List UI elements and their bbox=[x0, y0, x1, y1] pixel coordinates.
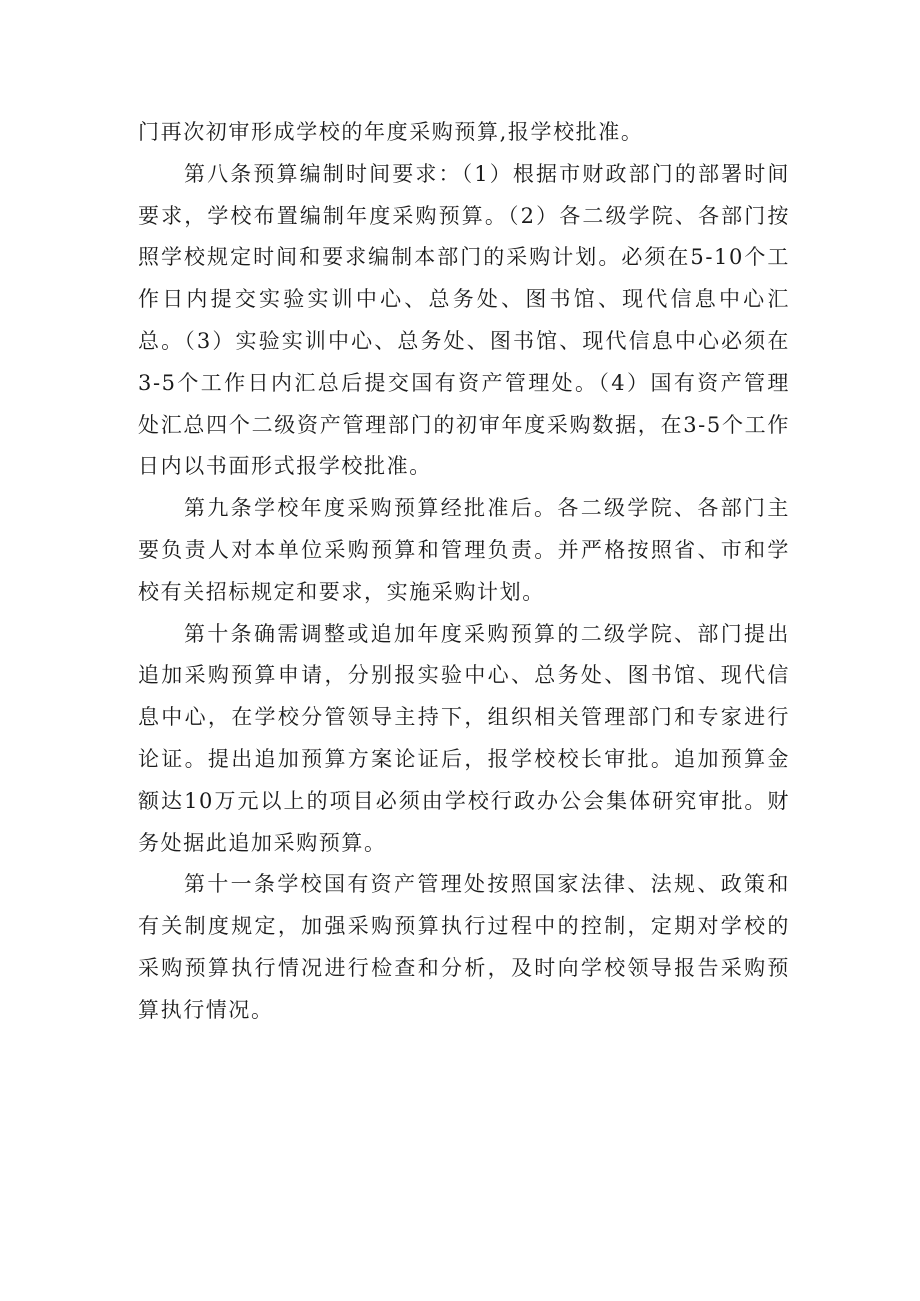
paragraph-article-10: 第十条确需调整或追加年度采购预算的二级学院、部门提出追加采购预算申请，分别报实验中心、总务处、图书馆、现代信息中心，在学校分管领导主持下，组织相关管理部门和专家进行论证。提出追加预算方案论证后，报学校校长审批。追加预算金额达10万元以上的项目必须由学校行政办公会集体研究审批。财务处据此追加采购预算。 bbox=[138, 621, 790, 855]
document-body bbox=[138, 112, 790, 1032]
paragraph-article-9: 第九条学校年度采购预算经批准后。各二级学院、各部门主要负责人对本单位采购预算和管理负责。并严格按照省、市和学校有关招标规定和要求，实施采购计划。 bbox=[138, 496, 790, 604]
paragraph-article-8: 第八条预算编制时间要求：（1）根据市财政部门的部署时间要求，学校布置编制年度采购预算。（2）各二级学院、各部门按照学校规定时间和要求编制本部门的采购计划。必须在5-10个工作日内提交实验实训中心、总务处、图书馆、现代信息中心汇总。（3）实验实训中心、总务处、图书馆、现代信息中心必须在3-5个工作日内汇总后提交国有资产管理处。（4）国有资产管理处汇总四个二级资产管理部门的初审年度采购数据，在3-5个工作日内以书面形式报学校批准。 bbox=[138, 161, 790, 479]
paragraph-continuation: 门再次初审形成学校的年度采购预算,报学校批准。 bbox=[138, 120, 644, 144]
paragraph-article-11: 第十一条学校国有资产管理处按照国家法律、法规、政策和有关制度规定，加强采购预算执行过程中的控制，定期对学校的采购预算执行情况进行检查和分析，及时向学校领导报告采购预算执行情况。 bbox=[138, 872, 790, 1022]
